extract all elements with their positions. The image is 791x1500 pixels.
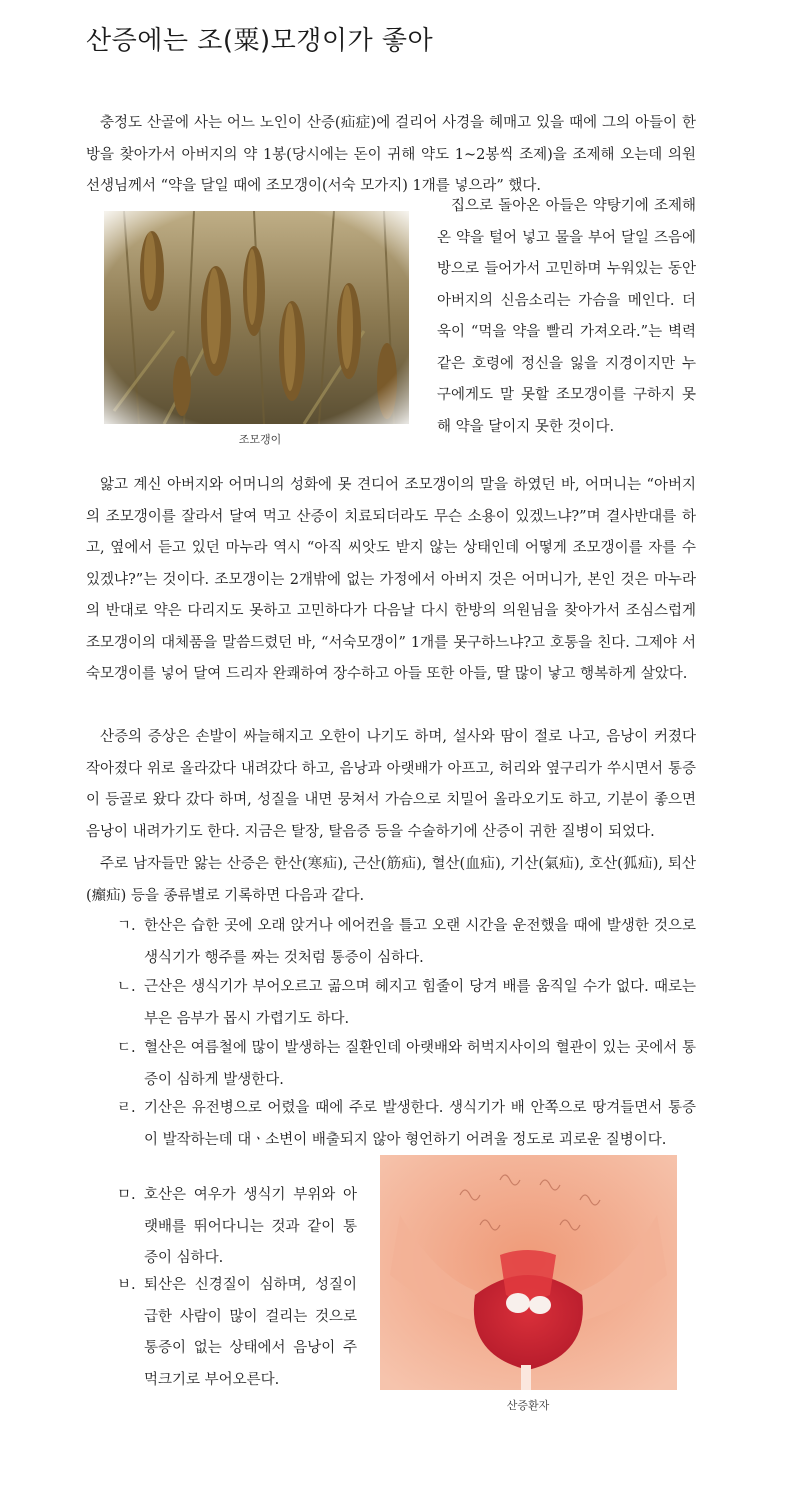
list-marker: ㄱ. bbox=[117, 918, 136, 934]
list-marker: ㅁ. bbox=[117, 1187, 136, 1203]
page-title: 산증에는 조(粟)모갱이가 좋아 bbox=[86, 26, 434, 56]
list-text: 퇴산은 신경질이 심하며, 성질이 급한 사람이 많이 걸리는 것으로 통증이 없는 상태에서 음낭이 주먹크기로 부어오른다. bbox=[144, 1277, 357, 1388]
list-marker: ㄴ. bbox=[117, 979, 136, 995]
list-text: 혈산은 여름철에 많이 발생하는 질환인데 아랫배와 허벅지사이의 혈관이 있는 곳에서 통증이 심하게 발생한다. bbox=[144, 1040, 696, 1088]
list-item bbox=[117, 1180, 357, 1275]
list-marker: ㅂ. bbox=[117, 1277, 136, 1293]
list-marker: ㄷ. bbox=[117, 1040, 136, 1056]
patient-illustration bbox=[380, 1155, 677, 1390]
list-item bbox=[117, 1033, 696, 1096]
paragraph-family: 앓고 계신 아버지와 어머니의 성화에 못 견디어 조모갱이의 말을 하였던 바, 어머니는 “아버지의 조모갱이를 잘라서 달여 먹고 산증이 치료되더라도 무슨 소용이 있겠느냐?”며 결사반대를 하고, 옆에서 듣고 있던 마누라 역시 “아직 씨앗도 받지 않는 상태인데 어떻게 조모갱이를 자를 수 있겠냐?”는 것이다. 조모갱이는 2개밖에 없는 가정에서 아버지 것은 어머니가, 본인 것은 마누라의 반대로 약은 다리지도 못하고 고민하다가 다음날 다시 한방의 의원님을 찾아가서 조심스럽게 조모갱이의 대체품을 말씀드렸던 바, “서숙모갱이” 1개를 못구하느냐?고 호통을 친다. 그제야 서숙모갱이를 넣어 달여 드리자 완쾌하여 장수하고 아들 또한 아들, 딸 많이 낳고 행복하게 살았다. bbox=[86, 477, 696, 682]
list-marker: ㄹ. bbox=[117, 1100, 136, 1116]
paragraph-types: 주로 남자들만 앓는 산증은 한산(寒疝), 근산(筋疝), 혈산(血疝), 기산(氣疝), 호산(狐疝), 퇴산(㿗疝) 등을 종류별로 기록하면 다음과 같다. bbox=[86, 856, 696, 904]
list-item bbox=[117, 1270, 357, 1396]
list-text: 한산은 습한 곳에 오래 앉거나 에어컨을 틀고 오랜 시간을 운전했을 때에 발생한 것으로 생식기가 행주를 짜는 것처럼 통증이 심하다. bbox=[144, 918, 696, 966]
list-item bbox=[117, 972, 696, 1035]
patient-caption: 산증환자 bbox=[506, 1399, 550, 1412]
list-text: 호산은 여우가 생식기 부위와 아랫배를 뛰어다니는 것과 같이 통증이 심하다. bbox=[144, 1187, 357, 1266]
paragraph-symptoms: 산증의 증상은 손발이 싸늘해지고 오한이 나기도 하며, 설사와 땀이 절로 나고, 음낭이 커졌다 작아졌다 위로 올라갔다 내려갔다 하고, 음낭과 아랫배가 아프고, 허리와 옆구리가 쑤시면서 통증이 등골로 왔다 갔다 하며, 성질을 내면 뭉쳐서 가슴으로 치밀어 올라오기도 하고, 기분이 좋으면 음낭이 내려가기도 한다. 지금은 탈장, 탈음증 등을 수술하기에 산증이 귀한 질병이 되었다. bbox=[86, 729, 696, 840]
list-text: 근산은 생식기가 부어오르고 곪으며 헤지고 힘줄이 당겨 배를 움직일 수가 없다. 때로는 부은 음부가 몹시 가렵기도 하다. bbox=[144, 979, 696, 1027]
list-item bbox=[117, 911, 696, 974]
millet-photo bbox=[104, 211, 409, 424]
millet-caption: 조모갱이 bbox=[238, 433, 282, 446]
paragraph-son: 집으로 돌아온 아들은 약탕기에 조제해온 약을 털어 넣고 물을 부어 달일 즈음에 방으로 들어가서 고민하며 누워있는 동안 아버지의 신음소리는 가슴을 메인다. 더욱이 “먹을 약을 빨리 가져오라.”는 벽력같은 호령에 정신을 잃을 지경이지만 누구에게도 말 못할 조모갱이를 구하지 못해 약을 달이지 못한 것이다. bbox=[437, 198, 696, 435]
paragraph-intro: 충정도 산골에 사는 어느 노인이 산증(疝症)에 걸리어 사경을 헤매고 있을 때에 그의 아들이 한방을 찾아가서 아버지의 약 1봉(당시에는 돈이 귀해 약도 1~2봉씩 조제)을 조제해 오는데 의원선생님께서 “약을 달일 때에 조모갱이(서숙 모가지) 1개를 넣으라” 했다. bbox=[86, 115, 696, 194]
list-item bbox=[117, 1093, 696, 1156]
list-text: 기산은 유전병으로 어렸을 때에 주로 발생한다. 생식기가 배 안쪽으로 땅겨들면서 통증이 발작하는데 대ㆍ소변이 배출되지 않아 형언하기 어려울 정도로 괴로운 질병이다. bbox=[144, 1100, 696, 1148]
